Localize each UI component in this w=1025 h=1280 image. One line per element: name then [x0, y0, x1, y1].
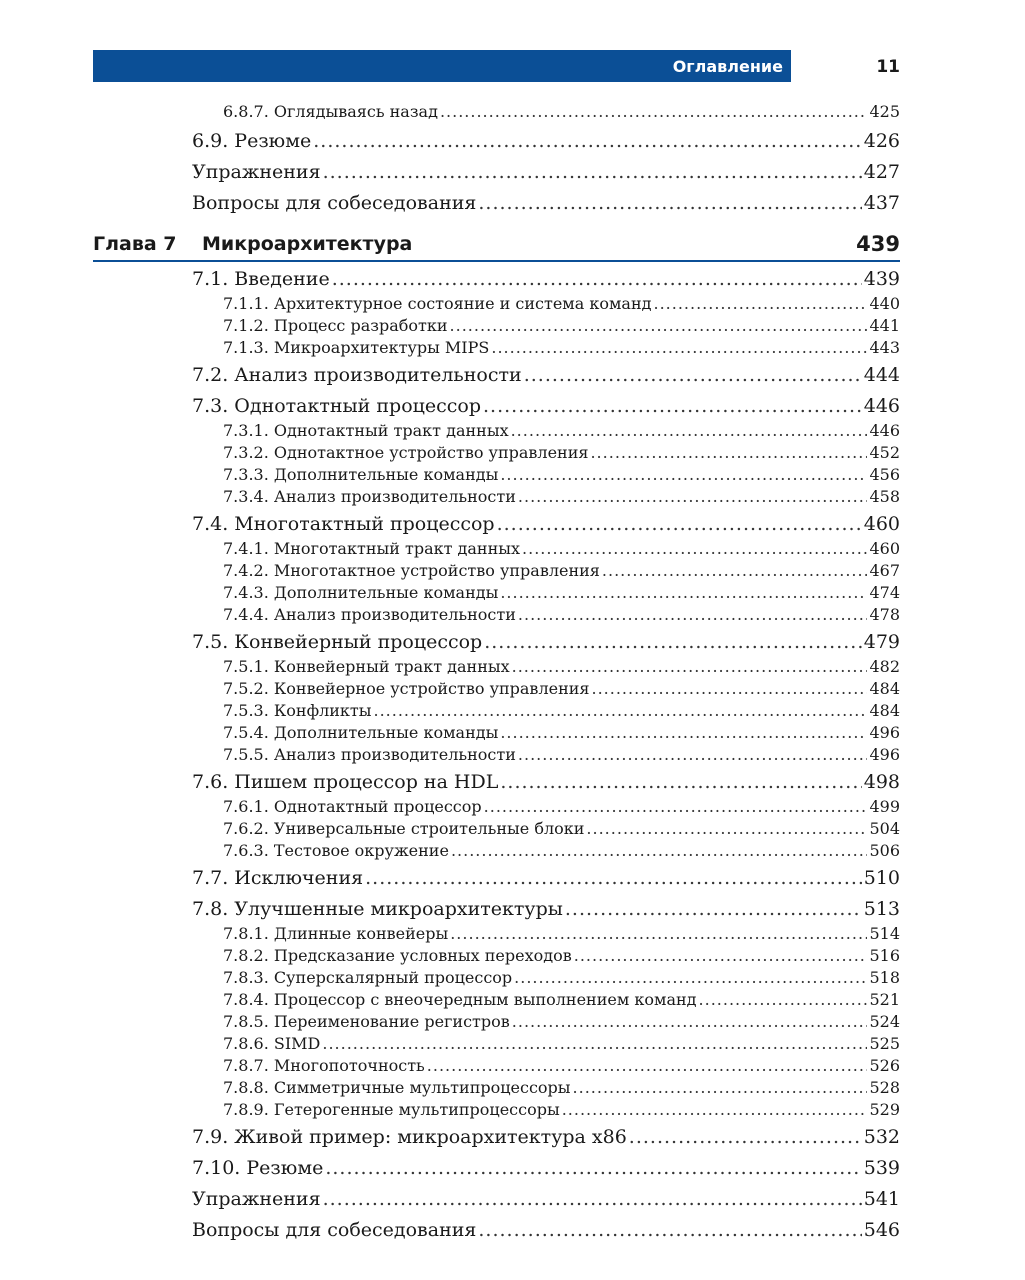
toc-entry[interactable] [223, 1100, 900, 1120]
toc-leader-dots [332, 268, 862, 290]
toc-entry[interactable] [223, 583, 900, 603]
toc-leader-dots [592, 679, 868, 698]
toc-leader-dots [313, 130, 861, 152]
toc-entry-page: 513 [863, 898, 900, 920]
toc-leader-dots [427, 1056, 868, 1075]
toc-entry[interactable] [192, 771, 900, 795]
toc-leader-dots [524, 364, 862, 386]
toc-entry[interactable] [223, 1012, 900, 1032]
toc-leader-dots [500, 723, 867, 742]
toc-entry-page: 541 [863, 1188, 900, 1210]
toc-entry-title: 7.9. Живой пример: микроархитектура x86 [192, 1126, 627, 1148]
toc-entry-page: 446 [863, 395, 900, 417]
toc-entry-page: 460 [869, 539, 900, 558]
toc-entry-page: 467 [869, 561, 900, 580]
toc-entry-page: 528 [869, 1078, 900, 1097]
toc-entry-page: 456 [869, 465, 900, 484]
chapter-title: Микроархитектура [202, 233, 413, 255]
toc-entry[interactable] [223, 316, 900, 336]
toc-entry-page: 426 [863, 130, 900, 152]
toc-entry-page: 425 [869, 102, 900, 121]
toc-leader-dots [574, 946, 868, 965]
toc-entry-page: 458 [869, 487, 900, 506]
toc-leader-dots [323, 161, 862, 183]
toc-entry-title: 7.4.4. Анализ производительности [223, 605, 516, 624]
header-title: Оглавление [672, 57, 783, 76]
toc-entry-title: 7.3.3. Дополнительные команды [223, 465, 499, 484]
toc-entry[interactable] [223, 539, 900, 559]
toc-leader-dots [629, 1126, 862, 1148]
toc-leader-dots [323, 1188, 862, 1210]
toc-entry-title: 7.1. Введение [192, 268, 330, 290]
toc-entry-title: 7.5.5. Анализ производительности [223, 745, 516, 764]
toc-entry[interactable] [192, 867, 900, 891]
toc-entry-title: 7.7. Исключения [192, 867, 364, 889]
toc-entry[interactable] [223, 745, 900, 765]
toc-entry[interactable] [223, 605, 900, 625]
toc-entry-title: 7.8.7. Многопоточность [223, 1056, 425, 1075]
toc-leader-dots [478, 1219, 861, 1241]
toc-entry-page: 524 [869, 1012, 900, 1031]
toc-entry-title: 7.3.1. Однотактный тракт данных [223, 421, 509, 440]
toc-entry-title: 7.5.1. Конвейерный тракт данных [223, 657, 510, 676]
toc-entry[interactable] [223, 797, 900, 817]
toc-leader-dots [497, 513, 862, 535]
toc-entry-page: 529 [869, 1100, 900, 1119]
chapter-heading[interactable] [93, 230, 900, 262]
toc-leader-dots [450, 316, 868, 335]
toc-entry-title: 7.6.1. Однотактный процессор [223, 797, 482, 816]
toc-entry-page: 446 [869, 421, 900, 440]
toc-leader-dots [500, 465, 867, 484]
toc-leader-dots [565, 898, 862, 920]
toc-leader-dots [653, 294, 867, 313]
toc-entry[interactable] [223, 443, 900, 463]
toc-entry-page: 484 [869, 701, 900, 720]
toc-entry-title: Вопросы для собеседования [192, 1219, 477, 1241]
toc-entry[interactable] [223, 1056, 900, 1076]
toc-entry-page: 539 [863, 1157, 900, 1179]
toc-entry-page: 440 [869, 294, 900, 313]
toc-entry-page: 516 [869, 946, 900, 965]
toc-entry-page: 474 [869, 583, 900, 602]
toc-entry-title: 7.8.4. Процессор с внеочередным выполнением команд [223, 990, 697, 1009]
toc-entry-title: 7.1.2. Процесс разработки [223, 316, 448, 335]
toc-entry[interactable] [223, 924, 900, 944]
toc-entry-title: 7.6. Пишем процессор на HDL [192, 771, 499, 793]
toc-leader-dots [518, 605, 868, 624]
toc-entry[interactable] [192, 1188, 900, 1212]
toc-entry-title: 7.3.4. Анализ производительности [223, 487, 516, 506]
toc-entry[interactable] [223, 819, 900, 839]
toc-entry[interactable] [192, 364, 900, 388]
toc-entry[interactable] [192, 395, 900, 419]
toc-entry-title: 7.5.4. Дополнительные команды [223, 723, 499, 742]
toc-leader-dots [450, 924, 867, 943]
toc-entry[interactable] [223, 657, 900, 677]
toc-entry-page: 439 [863, 268, 900, 290]
toc-entry-page: 498 [863, 771, 900, 793]
toc-entry-title: 7.1.1. Архитектурное состояние и система команд [223, 294, 652, 313]
chapter-page: 439 [856, 232, 900, 256]
toc-leader-dots [699, 990, 868, 1009]
toc-entry[interactable] [223, 338, 900, 358]
toc-entry[interactable] [192, 631, 900, 655]
toc-leader-dots [512, 1012, 868, 1031]
toc-entry[interactable] [223, 102, 900, 122]
toc-entry-title: 7.3. Однотактный процессор [192, 395, 481, 417]
toc-leader-dots [511, 421, 868, 440]
toc-entry[interactable] [192, 1126, 900, 1150]
toc-entry-title: 7.4. Многотактный процессор [192, 513, 495, 535]
toc-entry-page: 479 [863, 631, 900, 653]
toc-entry-title: 7.4.3. Дополнительные команды [223, 583, 499, 602]
toc-entry-title: 7.4.1. Многотактный тракт данных [223, 539, 521, 558]
toc-entry[interactable] [192, 1157, 900, 1181]
toc-entry-title: Упражнения [192, 1188, 321, 1210]
toc-entry-title: 7.5.2. Конвейерное устройство управления [223, 679, 590, 698]
toc-entry-page: 526 [869, 1056, 900, 1075]
toc-entry-page: 437 [863, 192, 900, 214]
toc-entry-title: 7.2. Анализ производительности [192, 364, 522, 386]
toc-entry-page: 525 [869, 1034, 900, 1053]
toc-leader-dots [500, 771, 861, 793]
toc-entry[interactable] [223, 465, 900, 485]
toc-entry[interactable] [223, 990, 900, 1010]
toc-entry-title: 7.5. Конвейерный процессор [192, 631, 483, 653]
toc-entry-page: 444 [863, 364, 900, 386]
toc-leader-dots [491, 338, 867, 357]
toc-leader-dots [602, 561, 868, 580]
toc-entry-page: 510 [863, 867, 900, 889]
toc-entry[interactable] [192, 268, 900, 292]
header-bar [93, 50, 791, 82]
toc-entry-title: 7.8.1. Длинные конвейеры [223, 924, 449, 943]
toc-entry-title: 7.6.3. Тестовое окружение [223, 841, 449, 860]
toc-leader-dots [325, 1157, 861, 1179]
toc-entry-title: 7.1.3. Микроархитектуры MIPS [223, 338, 490, 357]
toc-entry-page: 514 [869, 924, 900, 943]
toc-leader-dots [440, 102, 868, 121]
toc-entry-page: 521 [869, 990, 900, 1009]
toc-entry-page: 441 [869, 316, 900, 335]
toc-entry[interactable] [223, 841, 900, 861]
toc-leader-dots [573, 1078, 868, 1097]
chapter-label: Глава 7 [93, 233, 177, 255]
toc-entry-page: 482 [869, 657, 900, 676]
toc-entry-title: 7.8.8. Симметричные мультипроцессоры [223, 1078, 571, 1097]
toc-entry[interactable] [223, 487, 900, 507]
toc-leader-dots [483, 395, 862, 417]
toc-entry[interactable] [223, 723, 900, 743]
toc-entry[interactable] [223, 946, 900, 966]
toc-leader-dots [562, 1100, 868, 1119]
toc-entry-page: 532 [863, 1126, 900, 1148]
toc-entry-page: 496 [869, 745, 900, 764]
toc-entry-title: 7.5.3. Конфликты [223, 701, 372, 720]
toc-entry-title: 7.8.2. Предсказание условных переходов [223, 946, 572, 965]
toc-leader-dots [518, 487, 868, 506]
toc-leader-dots [484, 631, 862, 653]
toc-entry-page: 460 [863, 513, 900, 535]
toc-entry-page: 443 [869, 338, 900, 357]
toc-entry-title: 6.9. Резюме [192, 130, 312, 152]
toc-leader-dots [522, 539, 867, 558]
toc-entry[interactable] [223, 1034, 900, 1054]
toc-leader-dots [500, 583, 867, 602]
toc-entry[interactable] [223, 561, 900, 581]
toc-entry-page: 478 [869, 605, 900, 624]
toc-leader-dots [478, 192, 861, 214]
toc-leader-dots [484, 797, 868, 816]
toc-entry-page: 452 [869, 443, 900, 462]
toc-entry-title: 7.6.2. Универсальные строительные блоки [223, 819, 585, 838]
toc-entry-page: 427 [863, 161, 900, 183]
toc-leader-dots [322, 1034, 867, 1053]
toc-entry[interactable] [223, 1078, 900, 1098]
toc-entry[interactable] [192, 130, 900, 154]
toc-entry-title: 7.10. Резюме [192, 1157, 324, 1179]
toc-entry-page: 496 [869, 723, 900, 742]
toc-leader-dots [586, 819, 867, 838]
toc-entry[interactable] [192, 161, 900, 185]
toc-entry[interactable] [223, 701, 900, 721]
toc-entry-page: 518 [869, 968, 900, 987]
toc-entry-title: 7.3.2. Однотактное устройство управления [223, 443, 589, 462]
toc-entry[interactable] [192, 1219, 900, 1243]
toc-entry[interactable] [223, 679, 900, 699]
toc-entry[interactable] [192, 513, 900, 537]
toc-entry-title: 7.8. Улучшенные микроархитектуры [192, 898, 563, 920]
toc-leader-dots [590, 443, 867, 462]
toc-entry[interactable] [223, 294, 900, 314]
toc-entry-page: 546 [863, 1219, 900, 1241]
toc-leader-dots [365, 867, 862, 889]
toc-entry-page: 506 [869, 841, 900, 860]
toc-entry-page: 499 [869, 797, 900, 816]
toc-entry-title: Упражнения [192, 161, 321, 183]
toc-entry[interactable] [192, 898, 900, 922]
toc-entry-title: Вопросы для собеседования [192, 192, 477, 214]
toc-entry[interactable] [223, 421, 900, 441]
toc-leader-dots [514, 968, 867, 987]
toc-entry[interactable] [223, 968, 900, 988]
toc-entry-title: 7.8.6. SIMD [223, 1034, 321, 1053]
page-number: 11 [876, 57, 900, 77]
toc-entry-title: 7.4.2. Многотактное устройство управления [223, 561, 600, 580]
toc-entry-page: 484 [869, 679, 900, 698]
toc-entry-title: 7.8.5. Переименование регистров [223, 1012, 510, 1031]
toc-entry-title: 7.8.3. Суперскалярный процессор [223, 968, 513, 987]
toc-entry-title: 7.8.9. Гетерогенные мультипроцессоры [223, 1100, 560, 1119]
toc-leader-dots [518, 745, 868, 764]
toc-leader-dots [374, 701, 868, 720]
toc-leader-dots [512, 657, 868, 676]
toc-entry[interactable] [192, 192, 900, 216]
toc-entry-title: 6.8.7. Оглядываясь назад [223, 102, 438, 121]
toc-entry-page: 504 [869, 819, 900, 838]
toc-leader-dots [451, 841, 868, 860]
